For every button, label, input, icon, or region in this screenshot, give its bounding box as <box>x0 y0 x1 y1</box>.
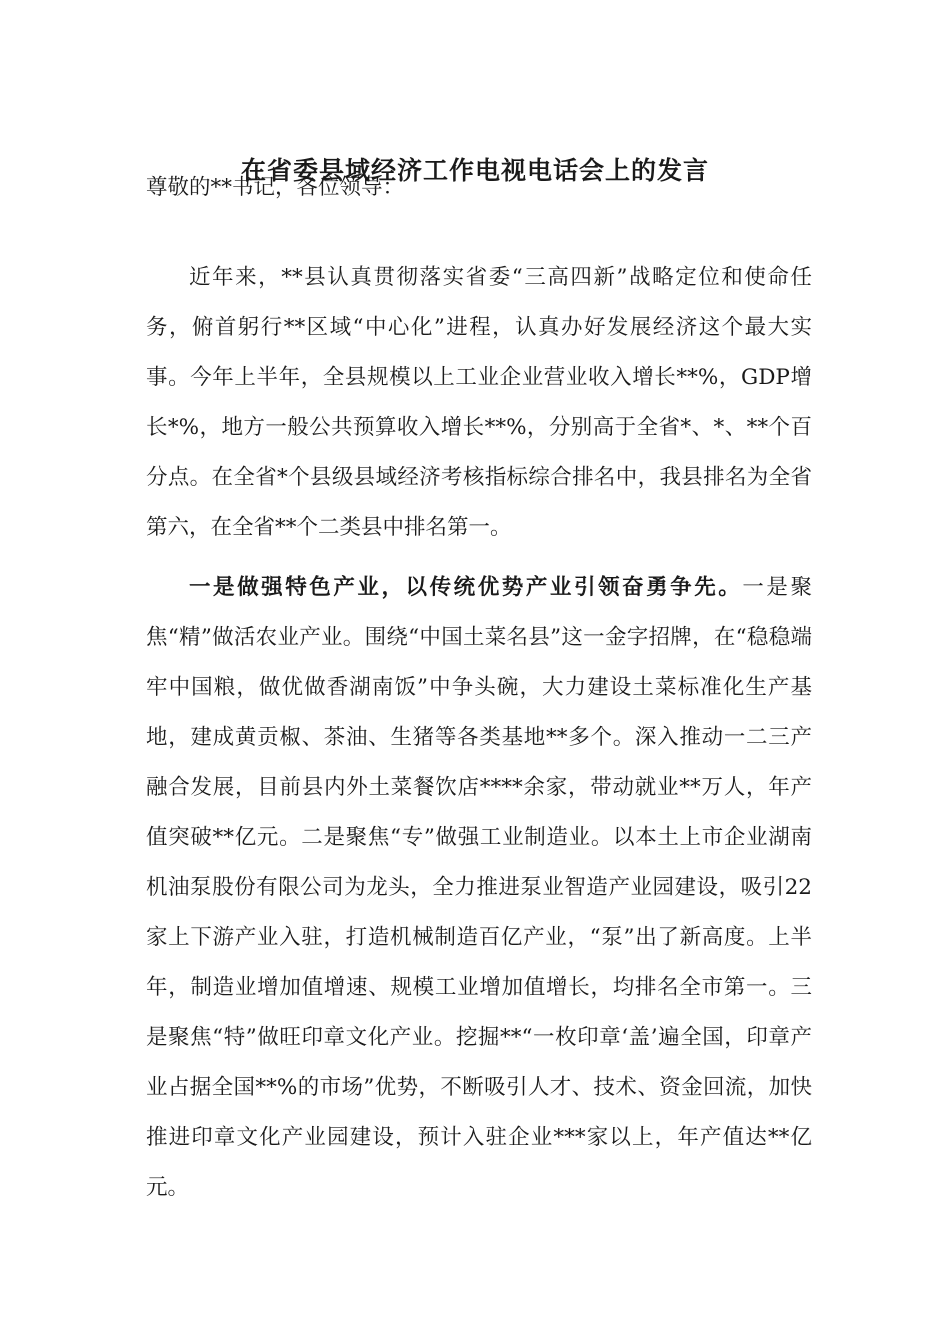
salutation: 尊敬的**书记，各位领导： <box>146 175 405 200</box>
paragraph-body: 近年来，**县认真贯彻落实省委“三高四新”战略定位和使命任务，俯首躬行**区域“中心化”进程，认真办好发展经济这个最大实事。今年上半年，全县规模以上工业企业营业收入增长**%，GDP增长*%，地方一般公共预算收入增长**%，分别高于全省*、*、**个百分点。在全省*个县级县域经济考核指标综合排名中，我县排名为全省第六，在全省**个二类县中排名第一。 <box>146 265 812 540</box>
paragraph-intro <box>146 253 812 553</box>
paragraph-industry <box>146 563 812 1213</box>
document-title: 在省委县域经济工作电视电话会上的发言 <box>240 155 709 185</box>
paragraph-lead: 一是做强特色产业，以传统优势产业引领奋勇争先。 <box>189 575 743 600</box>
paragraph-body: 一是聚焦“精”做活农业产业。围绕“中国土菜名县”这一金字招牌，在“稳稳端牢中国粮，做优做香湖南饭”中争头碗，大力建设土菜标准化生产基地，建成黄贡椒、茶油、生猪等各类基地**多个。深入推动一二三产融合发展，目前县内外土菜餐饮店****余家，带动就业**万人，年产值突破**亿元。二是聚焦“专”做强工业制造业。以本土上市企业湖南机油泵股份有限公司为龙头，全力推进泵业智造产业园建设，吸引22家上下游产业入驻，打造机械制造百亿产业，“泵”出了新高度。上半年，制造业增加值增速、规模工业增加值增长，均排名全市第一。三是聚焦“特”做旺印章文化产业。挖掘**“一枚印章‘盖’遍全国，印章产业占据全国**%的市场”优势，不断吸引人才、技术、资金回流，加快推进印章文化产业园建设，预计入驻企业***家以上，年产值达**亿元。 <box>146 575 812 1200</box>
